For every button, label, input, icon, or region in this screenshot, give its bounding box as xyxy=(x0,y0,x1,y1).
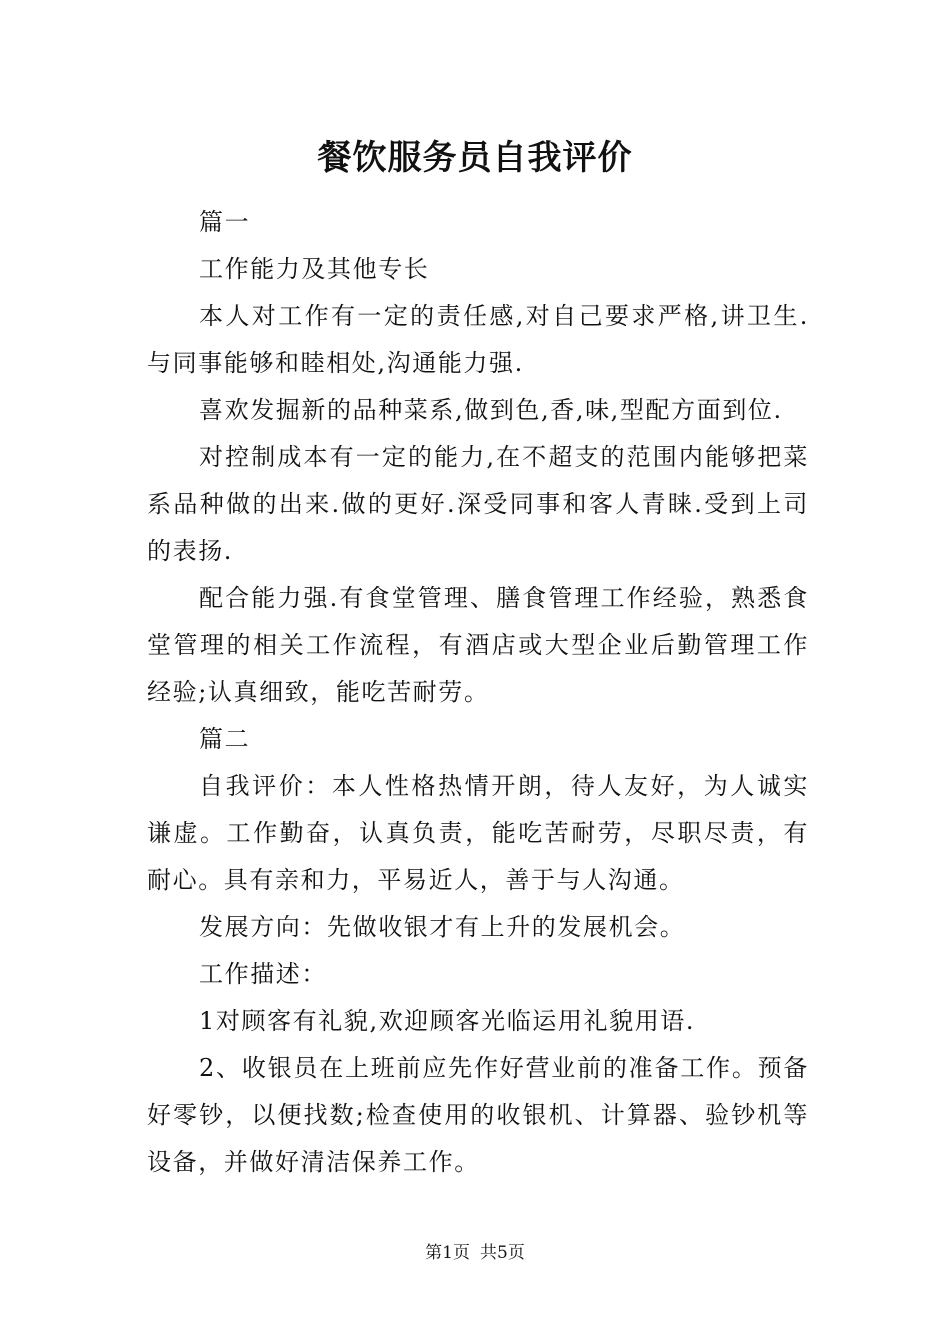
page-footer xyxy=(0,1240,950,1266)
paragraph: 2、收银员在上班前应先作好营业前的准备工作。预备好零钞，以便找数;检查使用的收银机、计算器、验钞机等设备，并做好清洁保养工作。 xyxy=(147,1054,809,1176)
paragraph: 喜欢发掘新的品种菜系,做到色,香,味,型配方面到位. xyxy=(199,396,783,424)
section-heading-2: 篇二 xyxy=(199,725,251,753)
document-body xyxy=(147,199,809,1186)
paragraph-heading-job-description: 工作描述： xyxy=(199,960,327,988)
paragraph: 发展方向：先做收银才有上升的发展机会。 xyxy=(199,913,686,941)
paragraph: 1对顾客有礼貌,欢迎顾客光临运用礼貌用语. xyxy=(199,1007,696,1035)
page-number: 第1页 xyxy=(425,1243,470,1263)
paragraph: 本人对工作有一定的责任感,对自己要求严格,讲卫生.与同事能够和睦相处,沟通能力强. xyxy=(147,302,809,377)
paragraph-heading-skills: 工作能力及其他专长 xyxy=(199,255,430,283)
paragraph: 自我评价：本人性格热情开朗，待人友好，为人诚实谦虚。工作勤奋，认真负责，能吃苦耐劳，尽职尽责，有耐心。具有亲和力，平易近人，善于与人沟通。 xyxy=(147,772,809,894)
section-heading-1: 篇一 xyxy=(199,208,251,236)
paragraph: 对控制成本有一定的能力,在不超支的范围内能够把菜系品种做的出来.做的更好.深受同事和客人青睐.受到上司的表扬. xyxy=(147,443,809,565)
document-title: 餐饮服务员自我评价 xyxy=(317,138,633,178)
page-total: 共5页 xyxy=(480,1243,525,1263)
paragraph: 配合能力强.有食堂管理、膳食管理工作经验，熟悉食堂管理的相关工作流程，有酒店或大型企业后勤管理工作经验;认真细致，能吃苦耐劳。 xyxy=(147,584,809,706)
